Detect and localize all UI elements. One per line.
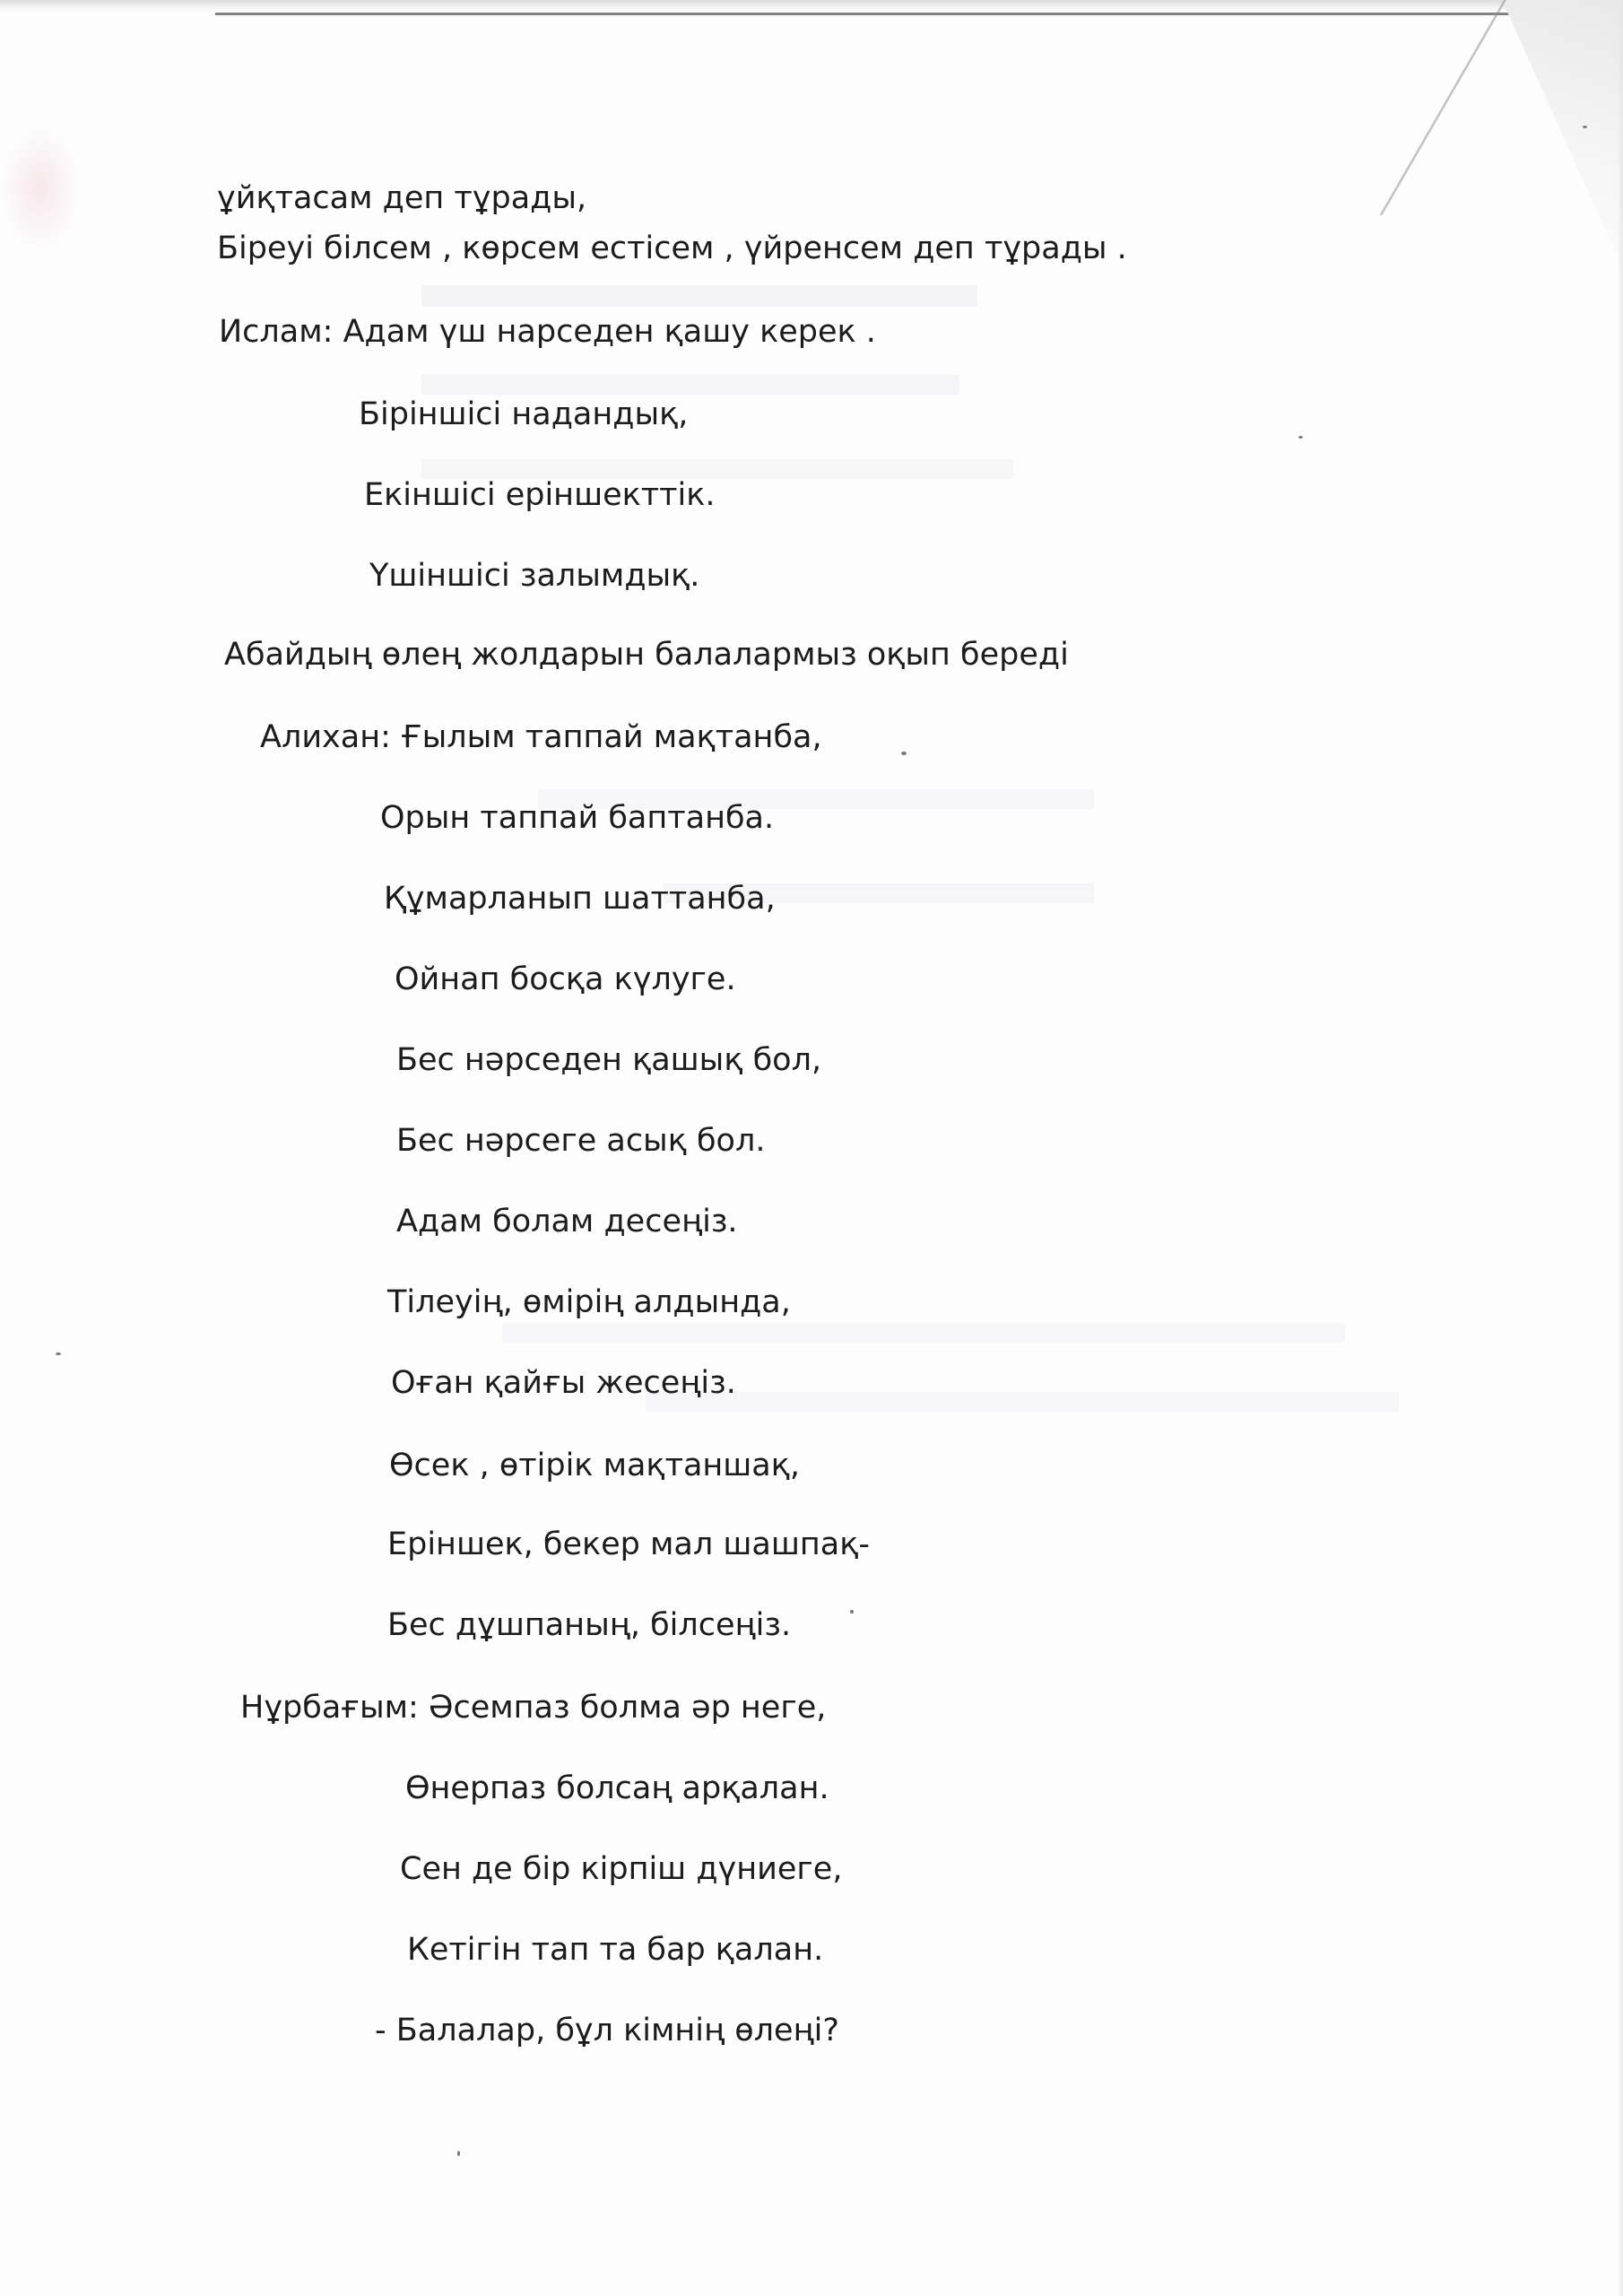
scan-speck (1298, 436, 1303, 439)
verse-line: Құмарланып шаттанба, (384, 881, 776, 917)
speaker-line: Ислам: Адам үш нарседен қашу керек . (219, 314, 876, 350)
text-line: ұйқтасам деп тұрады, (217, 180, 587, 216)
bleed-through (421, 285, 977, 307)
bleed-through (502, 1323, 1345, 1343)
speaker-line: Нұрбағым: Әсемпаз болма әр неге, (240, 1690, 827, 1726)
verse-line: Тілеуің, өмірің алдында, (387, 1284, 791, 1320)
scan-speck (56, 1352, 61, 1355)
verse-line: Кетігін тап та бар қалан. (407, 1932, 824, 1968)
bleed-through (646, 1392, 1399, 1412)
verse-line: Өнерпаз болсаң арқалан. (405, 1770, 829, 1806)
speaker-line: Алихан: Ғылым таппай мақтанба, (260, 719, 822, 755)
scan-right-edge (1618, 0, 1623, 2296)
verse-line: Еріншек, бекер мал шашпақ- (387, 1526, 870, 1562)
verse-line: Бес дұшпаның, білсеңіз. (387, 1607, 792, 1643)
text-line: Абайдың өлең жолдарын балалармыз оқып береді (224, 637, 1069, 673)
bleed-through (421, 375, 959, 395)
verse-line: Біріншісі надандық, (359, 396, 689, 432)
verse-line: Өсек , өтірік мақтаншақ, (389, 1448, 801, 1483)
verse-line: Адам болам десеңіз. (396, 1204, 738, 1239)
verse-line: Ойнап босқа күлуге. (395, 961, 736, 997)
scan-speck (457, 2151, 460, 2156)
scan-speck (901, 752, 907, 755)
scan-top-edge (0, 0, 1623, 13)
verse-line: Бес нәрседен қашық бол, (396, 1042, 822, 1078)
verse-line: Сен де бір кірпіш дүниеге, (400, 1851, 843, 1887)
question-line: - Балалар, бұл кімнің өлеңі? (375, 2013, 839, 2048)
scan-top-line (215, 13, 1560, 15)
scan-blot (0, 126, 81, 251)
verse-line: Бес нәрсеге асық бол. (396, 1123, 766, 1159)
verse-line: Екіншісі еріншекттік. (364, 477, 716, 513)
scan-speck (1583, 126, 1587, 128)
scan-speck (850, 1610, 854, 1613)
verse-line: Оған қайғы жесеңіз. (391, 1365, 736, 1401)
text-line: Біреуі білсем , көрсем естісем , үйренсем деп тұрады . (217, 230, 1127, 266)
verse-line: Үшіншісі залымдық. (369, 558, 700, 594)
verse-line: Орын таппай баптанба. (380, 800, 775, 836)
